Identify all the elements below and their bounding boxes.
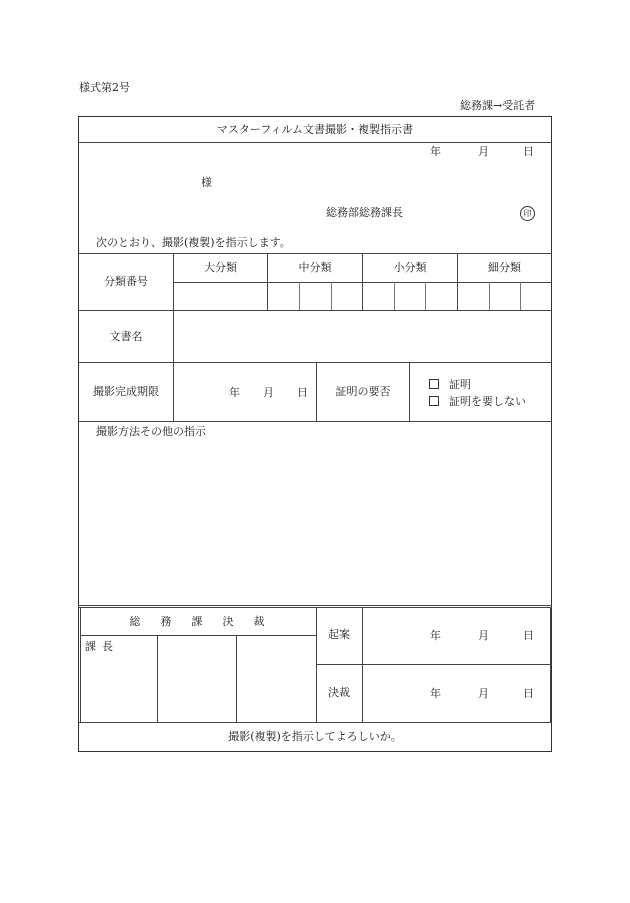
certificate-label: 証明の要否 — [335, 385, 391, 399]
divider — [409, 362, 410, 421]
checkbox-icon[interactable] — [429, 396, 439, 406]
other-instructions-label: 撮影方法その他の指示 — [96, 425, 206, 438]
instruction-text: 次のとおり、撮影(複製)を指示します。 — [96, 236, 291, 249]
issuer-title: 総務部総務課長 — [326, 206, 403, 219]
footer-question: 撮影(複製)を指示してよろしいか。 — [228, 730, 402, 744]
certificate-option-required-label: 証明 — [449, 378, 471, 391]
divider — [157, 635, 158, 722]
divider — [550, 607, 551, 722]
digit-divider — [299, 282, 300, 310]
digit-divider — [520, 282, 521, 310]
divider — [267, 253, 268, 310]
classification-medium: 中分類 — [298, 261, 332, 275]
classification-large: 大分類 — [204, 261, 237, 275]
divider — [80, 635, 316, 636]
divider — [457, 253, 458, 310]
deadline-year: 年 — [229, 386, 240, 399]
checkbox-icon[interactable] — [429, 379, 439, 389]
divider — [316, 664, 552, 665]
classification-small: 小分類 — [393, 261, 427, 275]
divider — [78, 605, 552, 606]
document-name-label: 文書名 — [109, 329, 143, 343]
divider — [78, 607, 552, 608]
digit-divider — [425, 282, 426, 310]
form-title: マスターフィルム文書撮影・複製指示書 — [216, 122, 414, 136]
routing-label: 総務課→受託者 — [460, 99, 536, 112]
draft-month: 月 — [478, 629, 489, 642]
issue-date-year: 年 — [430, 145, 441, 158]
draft-day: 日 — [523, 629, 534, 642]
issue-date-day: 日 — [523, 145, 534, 158]
divider — [362, 253, 363, 310]
decision-label: 決裁 — [328, 686, 350, 700]
deadline-day: 日 — [297, 386, 308, 399]
certificate-option-not-required[interactable] — [429, 396, 526, 407]
decision-month: 月 — [478, 687, 489, 700]
decision-year: 年 — [430, 687, 441, 700]
approval-header: 総務課決裁 — [129, 615, 285, 629]
certificate-option-required[interactable] — [429, 379, 471, 390]
draft-year: 年 — [430, 629, 441, 642]
draft-label: 起案 — [328, 628, 350, 642]
divider — [78, 142, 552, 143]
addressee-suffix: 様 — [201, 176, 212, 189]
divider — [236, 635, 237, 722]
seal-mark: 印 — [520, 206, 535, 221]
classification-detail: 細分類 — [488, 261, 521, 275]
form-number: 様式第2号 — [79, 81, 130, 94]
section-chief-label: 課長 — [85, 640, 119, 653]
decision-day: 日 — [523, 687, 534, 700]
issue-date-month: 月 — [478, 145, 489, 158]
digit-divider — [489, 282, 490, 310]
classification-label: 分類番号 — [104, 274, 148, 288]
certificate-option-not-required-label: 証明を要しない — [449, 395, 526, 408]
digit-divider — [331, 282, 332, 310]
deadline-month: 月 — [263, 386, 274, 399]
digit-divider — [394, 282, 395, 310]
deadline-label: 撮影完成期限 — [93, 385, 159, 399]
divider — [80, 607, 81, 722]
divider — [78, 421, 552, 422]
